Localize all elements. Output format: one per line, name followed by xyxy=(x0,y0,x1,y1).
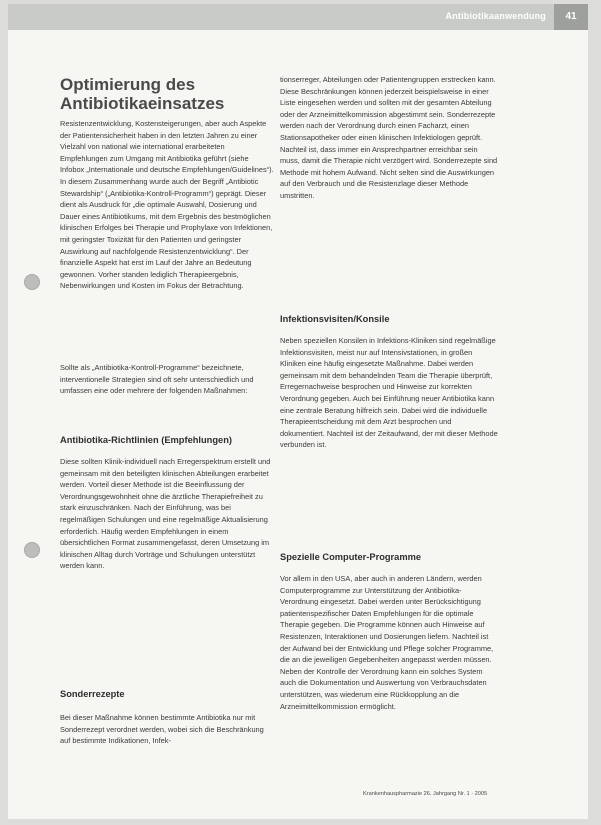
punch-hole-icon xyxy=(24,542,40,558)
punch-hole-icon xyxy=(24,274,40,290)
right-column xyxy=(280,74,498,759)
section-title: Antibiotikaanwendung xyxy=(445,11,546,21)
infektionsvisiten-paragraph: Neben speziellen Konsilen in Infektions-Kliniken sind regelmäßige Infektionsvisiten, meist nur auf Intensivstationen, in großen Kliniken eine häufig eingesetzte Maßnahme. Dabei werden gemeinsam mit dem behandelnden Team die Therapie überprüft, Erregernachweise besprochen und Hinweise zur korrekten Verordnung gegeben. Auch bei Einführung neuer Antibiotika kann eine zentrale Beratung hilfreich sein. Dabei wird die individuelle Therapieentscheidung mit dem Arzt besprochen und dokumentiert. Nachteil ist der Zeitaufwand, der mit dieser Methode verbunden ist. xyxy=(280,336,498,450)
page-footer: Krankenhauspharmazie 26. Jahrgang Nr. 1 · 2005 xyxy=(363,791,488,797)
running-header xyxy=(8,4,588,30)
left-column xyxy=(60,118,274,748)
guidelines-paragraph: Diese sollten Klinik-individuell nach Erregerspektrum erstellt und gemeinsam mit den beteiligten klinischen Abteilungen erarbeitet werden. Vorteil dieser Methode ist die Beeinflussung der Verordnungsgewohnheit ohne die ärztliche Therapiefreiheit zu stark einzuschränken. Nach der Einführung, was bei regelmäßigen Schulungen und eine regelmäßige Aktualisierung erforderlich. Häufig werden Empfehlungen in einem übersichtlichen Format zusammengefasst, deren Umsetzung im klinischen Alltag durch Vorträge und Schulungen unterstützt werden kann. xyxy=(60,457,271,571)
heading-computer-programme: Spezielle Computer-Programme xyxy=(280,552,422,562)
heading-sonderrezepte: Sonderrezepte xyxy=(60,689,125,699)
intro-paragraph: Resistenzentwicklung, Kostensteigerungen, aber auch Aspekte der Patientensicherheit haben in den letzten Jahren zu einer Vielzahl von national wie international erarbeiteten Empfehlungen zum Umgang mit Antibiotika geführt (siehe Infobox „Internationale und deutsche Empfehlungen/Guidelines“). In diesem Zusammenhang wurde auch der Begriff „Antibiotic Stewardship“ („Antibiotika-Kontroll-Programm“) geprägt. Dieser dient als Ausdruck für „die optimale Auswahl, Dosierung und Dauer eines Antibiotikums, mit dem Ergebnis des bestmöglichen klinischen Erfolges bei Therapie und Prophylaxe von Infektionen, mit geringster Toxizität für den Patienten und geringster Auswirkung auf nachfolgende Resistenzentwicklung“. Der finanzielle Aspekt hat erst im Lauf der Jahre an Bedeutung gewonnen. Vorher standen lediglich Therapieergebnis, Nebenwirkungen und Kosten im Fokus der Betrachtung. xyxy=(60,119,274,291)
page-number: 41 xyxy=(554,4,588,30)
heading-infektionsvisiten: Infektionsvisiten/Konsile xyxy=(280,314,390,324)
sonderrezepte-paragraph: Bei dieser Maßnahme können bestimmte Antibiotika nur mit Sonderrezept verordnet werden, wobei sich die Beschränkung auf bestimmte Indikationen, Infek- xyxy=(60,713,264,746)
computer-paragraph: Vor allem in den USA, aber auch in anderen Ländern, werden Computerprogramme zur Unterstützung der Antibiotika-Verordnung eingesetzt. Dabei werden unter Berücksichtigung patientenspezifischer Daten Empfehlungen für die optimale Therapie gegeben. Die Programme können auch Hinweise auf Resistenzen, Interaktionen und Dosierungen liefern. Nachteil ist der Aufwand bei der Entwicklung und Pflege solcher Programme, die an die jeweiligen Gegebenheiten angepasst werden müssen. Neben der Kontrolle der Verordnung kann ein solches System auch die Dokumentation und Auswertung von Verbrauchsdaten unterstützen, was wiederum eine Rückkopplung an die Arzneimittelkommission ermöglicht. xyxy=(280,574,494,711)
journal-page xyxy=(8,4,588,819)
article-title: Optimierung des Antibiotikaeinsatzes xyxy=(60,75,225,113)
heading-guidelines: Antibiotika-Richtlinien (Empfehlungen) xyxy=(60,435,232,445)
continued-paragraph: tionserreger, Abteilungen oder Patientengruppen erstrecken kann. Diese Beschränkungen können jederzeit beispielsweise in einer Liste eingesehen werden und sollten mit der gesamten Abteilung oder der Arzneimittelkommission abgestimmt sein. Sonderrezepte werden nach der Verordnung durch einen Facharzt, einen Stationsapotheker oder einen klinischen Infektiologen geprüft. Nachteil ist, dass immer ein Ansprechpartner erreichbar sein muss, damit die Therapie nicht verzögert wird. Sonderrezepte sind Methode mit hohem Aufwand. Nicht selten sind die Auswirkungen auf den Verbrauch und die Resistenzlage dieser Methode umstritten. xyxy=(280,75,498,200)
intro-paragraph-2: Sollte als „Antibiotika-Kontroll-Programme“ bezeichnete, interventionelle Strategien sind oft sehr unterschiedlich und umfassen eine oder mehrere der folgenden Maßnahmen: xyxy=(60,363,254,396)
